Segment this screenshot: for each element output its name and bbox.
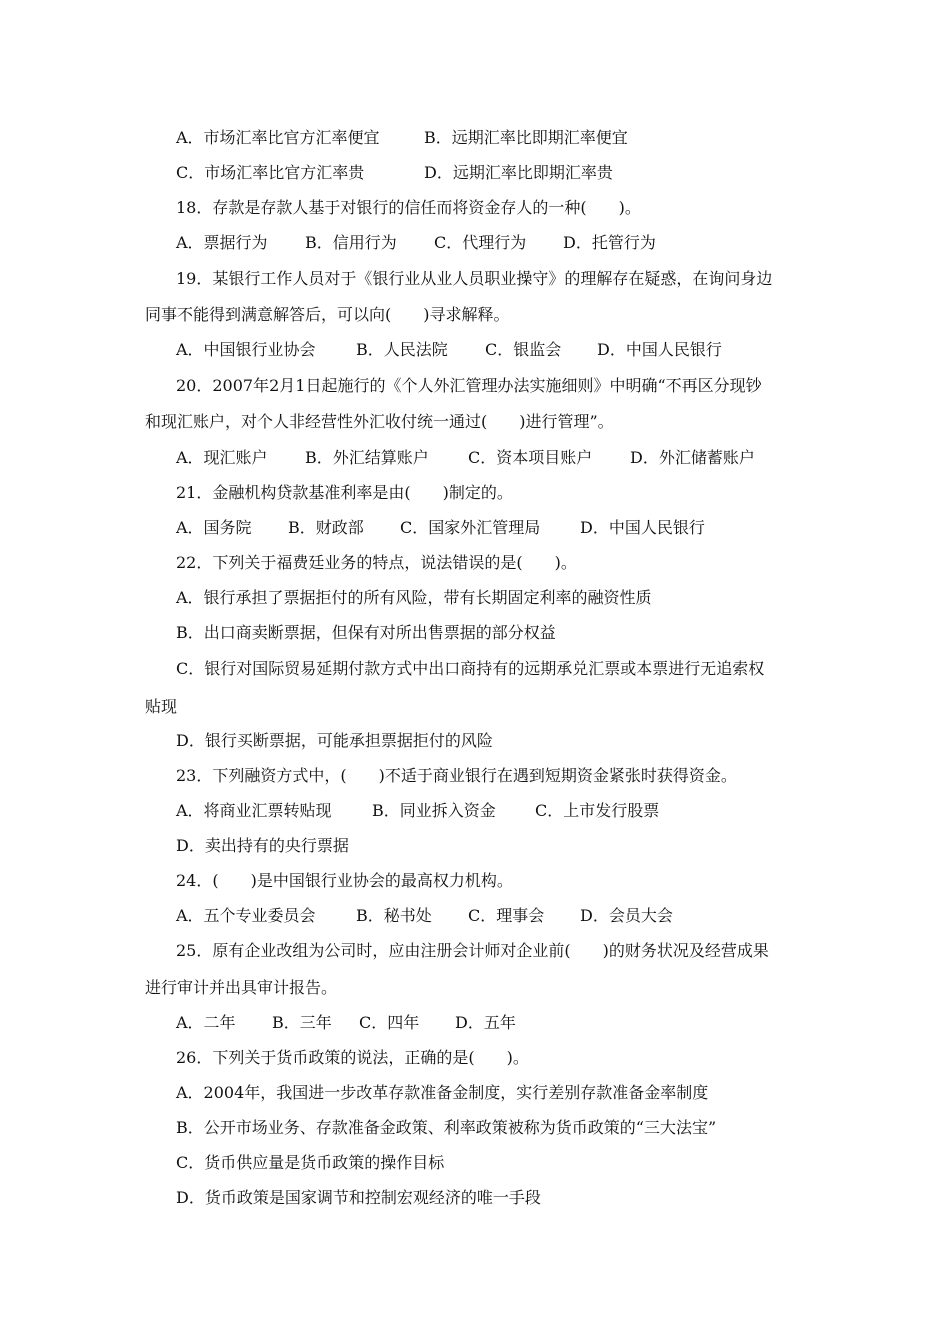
q19-stem-line-2: 同事不能得到满意解答后，可以向( )寻求解释。 — [145, 305, 510, 324]
q25-option-d: D．五年 — [455, 1013, 516, 1032]
q25-option-b: B．三年 — [272, 1013, 332, 1032]
q19-stem-line-1: 19．某银行工作人员对于《银行业从业人员职业操守》的理解存在疑惑，在询问身边 — [176, 269, 773, 288]
q20-option-a: A．现汇账户 — [176, 448, 268, 467]
q25-stem-line-2: 进行审计并出具审计报告。 — [145, 978, 338, 997]
q21-stem: 21．金融机构贷款基准利率是由( )制定的。 — [176, 483, 513, 502]
q25-stem-line-1: 25．原有企业改组为公司时，应由注册会计师对企业前( )的财务状况及经营成果 — [176, 941, 769, 960]
q17-option-d: D．远期汇率比即期汇率贵 — [424, 163, 613, 182]
q20-stem-line-1: 20．2007年2月1日起施行的《个人外汇管理办法实施细则》中明确“不再区分现钞 — [176, 376, 762, 395]
q17-options-row-2 — [176, 163, 836, 183]
q21-option-c: C．国家外汇管理局 — [400, 518, 541, 537]
q26-option-d: D．货币政策是国家调节和控制宏观经济的唯一手段 — [176, 1188, 541, 1207]
q20-options — [176, 448, 836, 468]
q20-option-d: D．外汇储蓄账户 — [630, 448, 755, 467]
q18-options — [176, 233, 836, 253]
q22-option-a: A．银行承担了票据拒付的所有风险，带有长期固定利率的融资性质 — [176, 588, 652, 607]
q22-option-c-line-2: 贴现 — [145, 697, 178, 716]
q20-stem-line-2: 和现汇账户，对个人非经营性外汇收付统一通过( )进行管理”。 — [145, 412, 614, 431]
q22-option-c-line-1: C．银行对国际贸易延期付款方式中出口商持有的远期承兑汇票或本票进行无追索权 — [176, 659, 765, 678]
q21-option-a: A．国务院 — [176, 518, 252, 537]
q19-option-c: C．银监会 — [485, 340, 562, 359]
q17-option-c: C．市场汇率比官方汇率贵 — [176, 163, 365, 182]
q24-option-b: B．秘书处 — [356, 906, 432, 925]
q24-option-c: C．理事会 — [468, 906, 545, 925]
q24-option-a: A．五个专业委员会 — [176, 906, 316, 925]
q26-stem: 26．下列关于货币政策的说法，正确的是( )。 — [176, 1048, 529, 1067]
q18-option-d: D．托管行为 — [563, 233, 656, 252]
q24-options — [176, 906, 836, 926]
q21-option-b: B．财政部 — [288, 518, 364, 537]
q21-option-d: D．中国人民银行 — [580, 518, 705, 537]
q18-stem: 18．存款是存款人基于对银行的信任而将资金存人的一种( )。 — [176, 198, 641, 217]
q21-options — [176, 518, 836, 538]
q26-option-b: B．公开市场业务、存款准备金政策、利率政策被称为货币政策的“三大法宝” — [176, 1118, 717, 1137]
q18-option-c: C．代理行为 — [434, 233, 527, 252]
q18-option-a: A．票据行为 — [176, 233, 268, 252]
q22-option-d: D．银行买断票据，可能承担票据拒付的风险 — [176, 731, 493, 750]
q19-option-a: A．中国银行业协会 — [176, 340, 316, 359]
q19-option-b: B．人民法院 — [356, 340, 448, 359]
q22-option-b: B．出口商卖断票据，但保有对所出售票据的部分权益 — [176, 623, 556, 642]
q22-stem: 22．下列关于福费廷业务的特点，说法错误的是( )。 — [176, 553, 577, 572]
q24-stem: 24．( )是中国银行业协会的最高权力机构。 — [176, 871, 513, 890]
q20-option-b: B．外汇结算账户 — [305, 448, 429, 467]
q25-option-a: A．二年 — [176, 1013, 236, 1032]
q23-option-c: C．上市发行股票 — [535, 801, 660, 820]
q19-option-d: D．中国人民银行 — [597, 340, 722, 359]
q23-option-a: A．将商业汇票转贴现 — [176, 801, 332, 820]
q19-options — [176, 340, 836, 360]
q26-option-c: C．货币供应量是货币政策的操作目标 — [176, 1153, 445, 1172]
q18-option-b: B．信用行为 — [305, 233, 397, 252]
q25-option-c: C．四年 — [359, 1013, 420, 1032]
q23-stem: 23．下列融资方式中，( )不适于商业银行在遇到短期资金紧张时获得资金。 — [176, 766, 737, 785]
q23-option-b: B．同业拆入资金 — [372, 801, 496, 820]
q24-option-d: D．会员大会 — [580, 906, 673, 925]
q25-options — [176, 1013, 836, 1033]
q26-option-a: A．2004年，我国进一步改革存款准备金制度，实行差别存款准备金率制度 — [176, 1083, 709, 1102]
q17-option-b: B．远期汇率比即期汇率便宜 — [424, 128, 628, 147]
q17-options-row-1 — [176, 128, 836, 148]
q23-option-d: D．卖出持有的央行票据 — [176, 836, 349, 855]
q17-option-a: A．市场汇率比官方汇率便宜 — [176, 128, 380, 147]
q20-option-c: C．资本项目账户 — [468, 448, 593, 467]
q23-options — [176, 801, 836, 821]
